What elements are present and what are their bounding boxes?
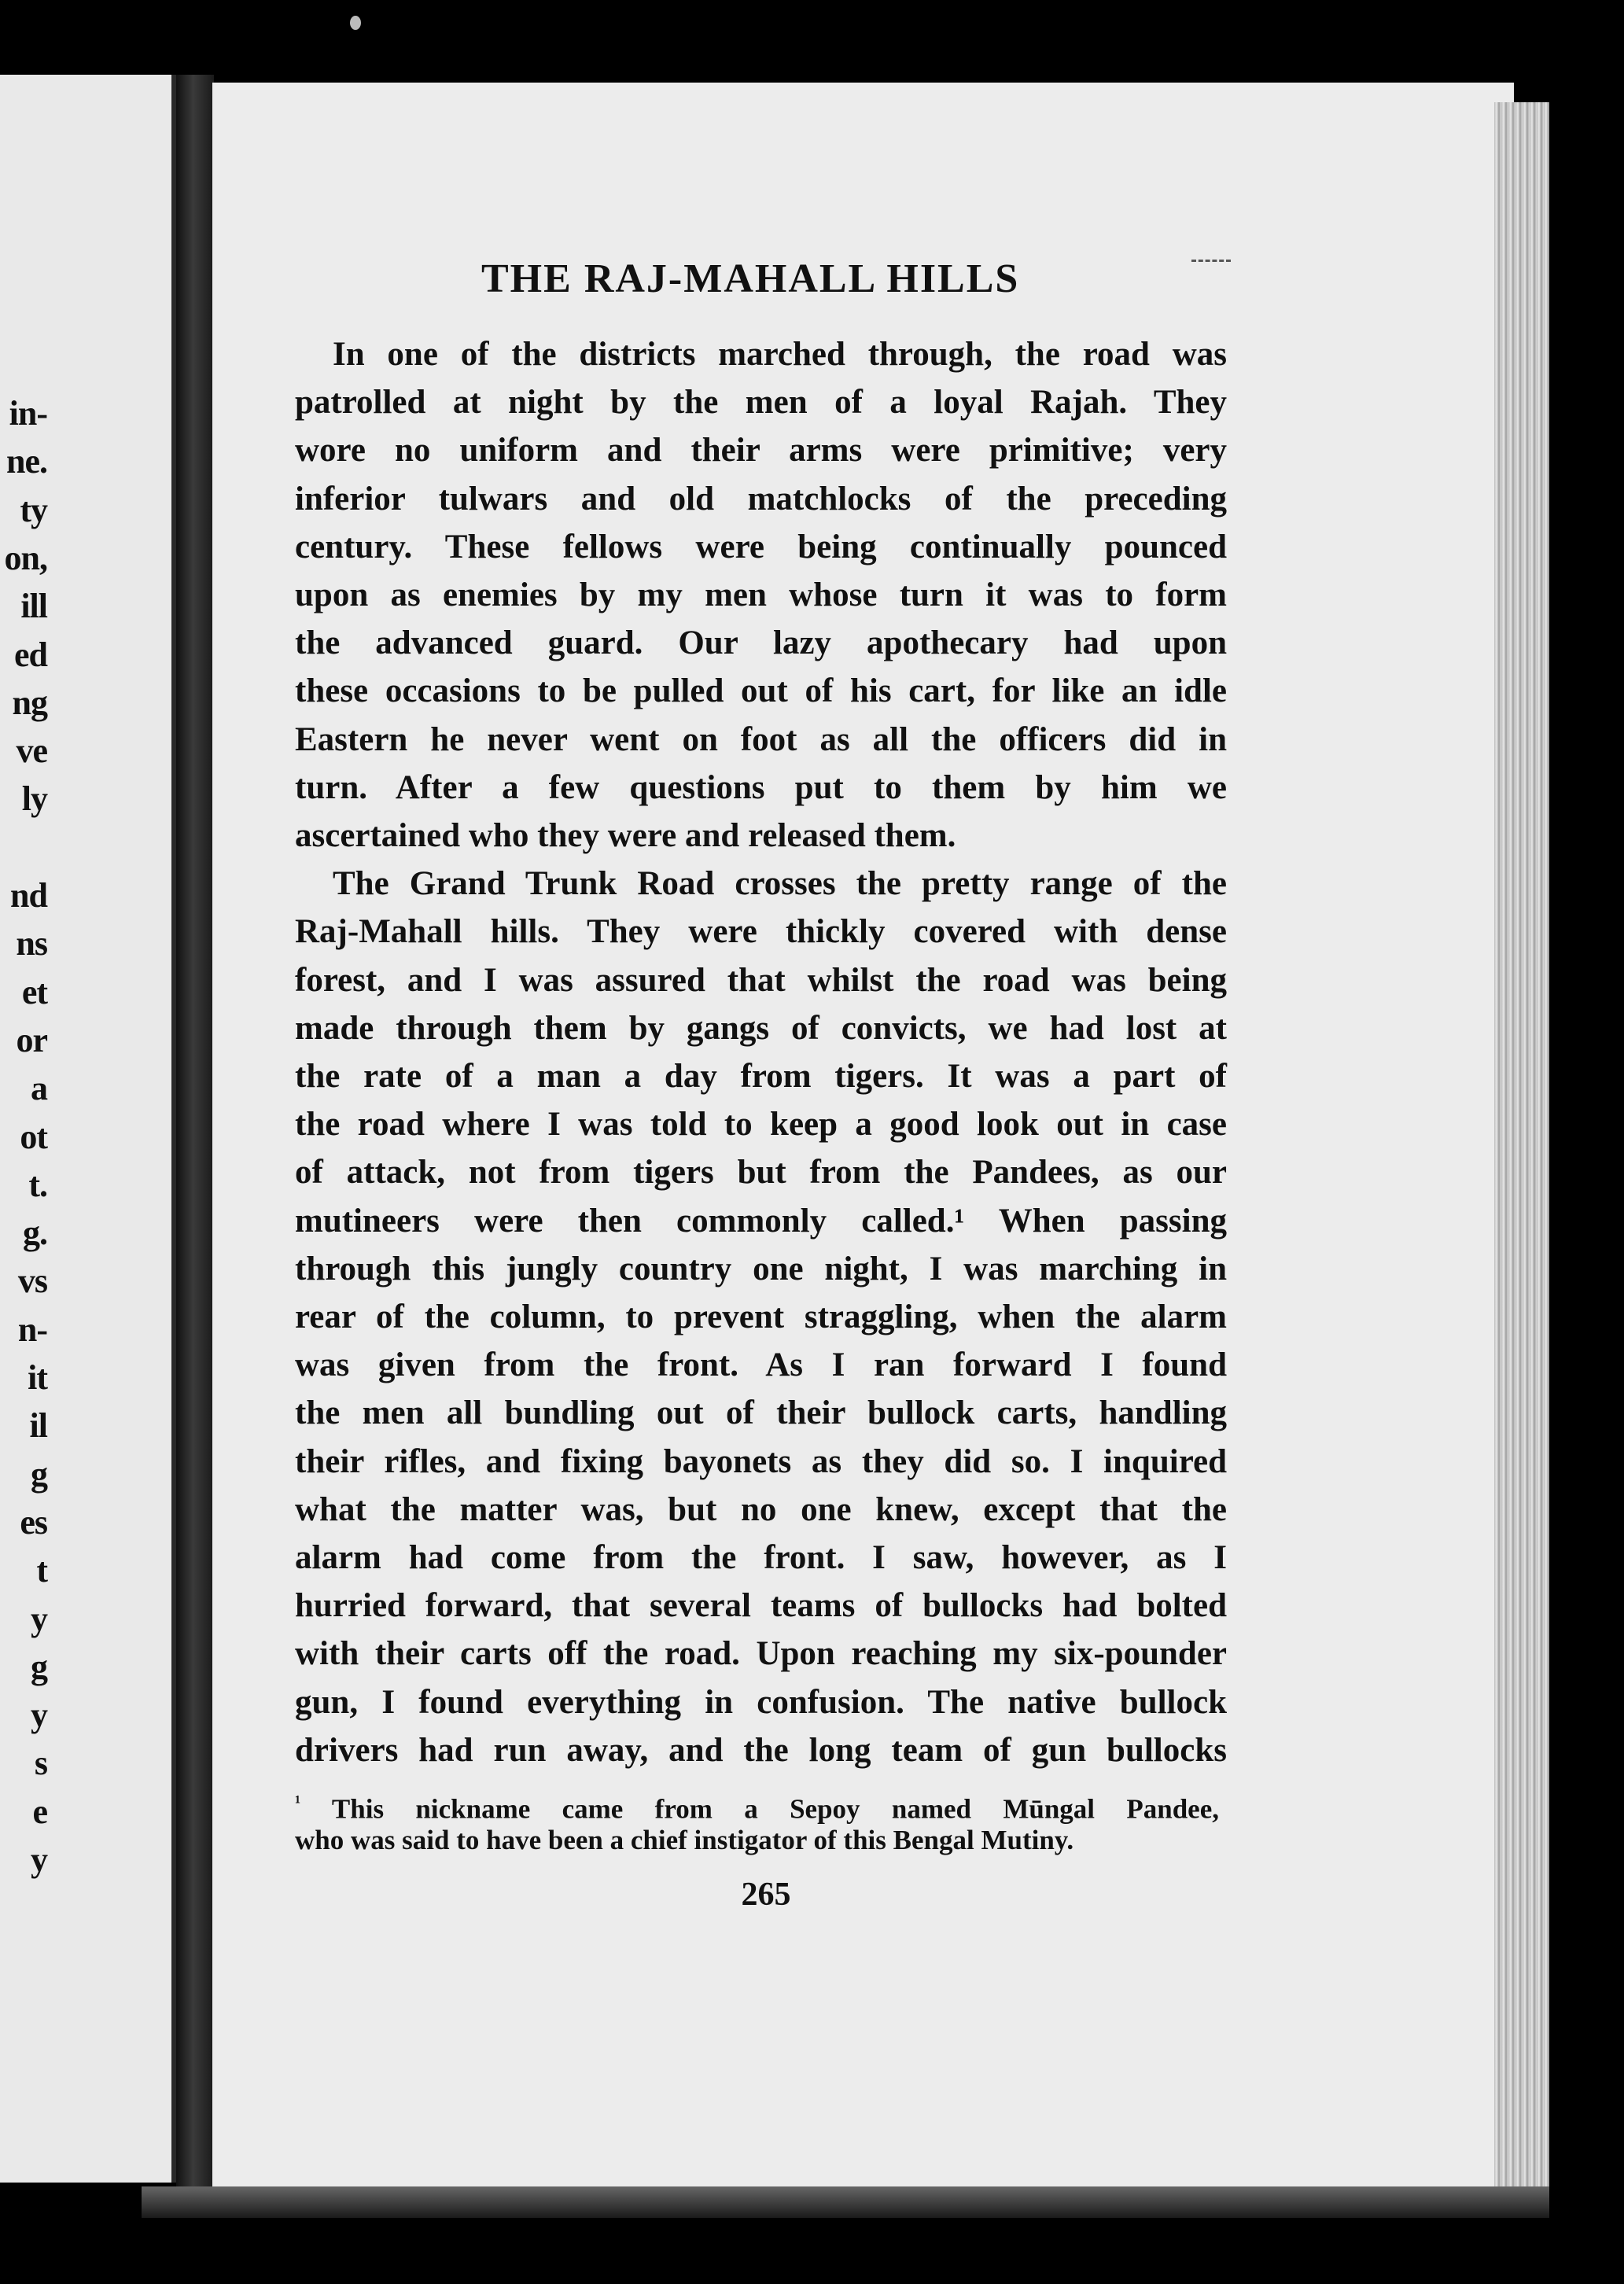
left-page-fragment: il [29, 1406, 47, 1446]
left-page-fragment: on, [4, 538, 47, 577]
left-page-fragment: et [21, 972, 47, 1011]
left-page-fragment: g [31, 1454, 47, 1494]
body-line: inferior tulwars and old matchlocks of the preceding [295, 480, 1227, 518]
left-page [0, 75, 176, 2183]
left-page-fragment: y [31, 1840, 47, 1879]
left-page-fragment [0, 827, 47, 875]
left-page-fragment: s [34, 1744, 47, 1783]
body-line: mutineers were then commonly called.¹ When passing [295, 1202, 1227, 1240]
body-line: their rifles, and fixing bayonets as they did so. I inquired [295, 1442, 1227, 1480]
body-line: what the matter was, but no one knew, except that the [295, 1490, 1227, 1528]
body-line: the men all bundling out of their bullock carts, handling [295, 1394, 1227, 1432]
left-page-fragment: y [31, 1599, 47, 1638]
body-line: through this jungly country one night, I was marching in [295, 1250, 1227, 1288]
left-page-fragment: ot [20, 1117, 47, 1156]
body-line: with their carts off the road. Upon reaching my six-pounder [295, 1635, 1227, 1673]
left-page-fragment: vs [17, 1262, 47, 1301]
body-line: the advanced guard. Our lazy apothecary had upon [295, 624, 1227, 662]
body-line: The Grand Trunk Road crosses the pretty range of the [333, 865, 1227, 903]
left-page-fragment: t. [28, 1165, 47, 1204]
body-line: Eastern he never went on foot as all the officers did in [295, 720, 1227, 758]
left-page-fragment: ed [14, 635, 47, 674]
book-bottom-edge [142, 2186, 1549, 2218]
body-line: the rate of a man a day from tigers. It was a part of [295, 1058, 1227, 1095]
footnote-line-1 [295, 1785, 1219, 1827]
body-line: In one of the districts marched through, the road was [333, 336, 1227, 373]
body-line: gun, I found everything in confusion. The native bullock [295, 1683, 1227, 1721]
page-edges [1494, 102, 1549, 2194]
body-line: rear of the column, to prevent straggling, when the alarm [295, 1299, 1227, 1335]
left-page-fragment: y [31, 1696, 47, 1735]
left-page-fragment: e [32, 1792, 47, 1831]
body-line: century. These fellows were being continually pounced [295, 528, 1227, 565]
body-line: alarm had come from the front. I saw, however, as I [295, 1539, 1227, 1576]
scan-dash-mark [1191, 260, 1231, 265]
left-page-fragment: nd [10, 876, 47, 915]
left-page-fragment: g [31, 1647, 47, 1686]
footnote-line-2: who was said to have been a chief instigator of this Bengal Mutiny. [295, 1825, 1074, 1855]
left-page-fragment: ly [21, 779, 47, 819]
body-line: hurried forward, that several teams of bullocks had bolted [295, 1587, 1227, 1625]
body-line: was given from the front. As I ran forward I found [295, 1346, 1227, 1384]
body-line: Raj-Mahall hills. They were thickly covered with dense [295, 913, 1227, 951]
footnote-mark: ¹ [295, 1792, 301, 1813]
left-page-fragment: ty [20, 490, 47, 529]
left-page-fragment: ill [20, 587, 47, 626]
body-line: the road where I was told to keep a good look out in case [295, 1106, 1227, 1144]
left-page-fragment: ng [12, 683, 47, 722]
left-page-fragment: t [36, 1551, 47, 1590]
left-page-fragment: it [28, 1358, 47, 1397]
left-page-fragment: ns [16, 924, 47, 963]
body-line: forest, and I was assured that whilst the road was being [295, 961, 1227, 999]
page-number: 265 [741, 1877, 791, 1913]
left-page-fragment: a [31, 1069, 47, 1108]
left-page-fragment: ve [16, 731, 47, 771]
left-page-fragment: es [20, 1502, 47, 1542]
left-page-fragment: or [16, 1020, 47, 1059]
left-page-fragment: in- [9, 394, 47, 433]
book-gutter [176, 75, 214, 2190]
body-line: made through them by gangs of convicts, we had lost at [295, 1009, 1227, 1047]
running-head: THE RAJ-MAHALL HILLS [481, 256, 1020, 301]
footnote-text-1: This nickname came from a Sepoy named Mūngal Pandee, [331, 1793, 1219, 1825]
left-page-fragment: ne. [6, 442, 47, 481]
body-line: wore no uniform and their arms were primitive; very [295, 432, 1227, 470]
scan-speck [350, 16, 361, 30]
left-page-fragment: n- [17, 1310, 47, 1349]
body-line: upon as enemies by my men whose turn it was to form [295, 577, 1227, 613]
body-line: patrolled at night by the men of a loyal Rajah. They [295, 384, 1227, 422]
body-line: drivers had run away, and the long team of gun bullocks [295, 1731, 1227, 1769]
body-line: turn. After a few questions put to them by him we [295, 768, 1227, 806]
body-line: of attack, not from tigers but from the Pandees, as our [295, 1154, 1227, 1192]
body-line: these occasions to be pulled out of his cart, for like an idle [295, 672, 1227, 710]
left-page-fragment: g. [23, 1214, 47, 1253]
body-line: ascertained who they were and released them. [295, 817, 956, 854]
